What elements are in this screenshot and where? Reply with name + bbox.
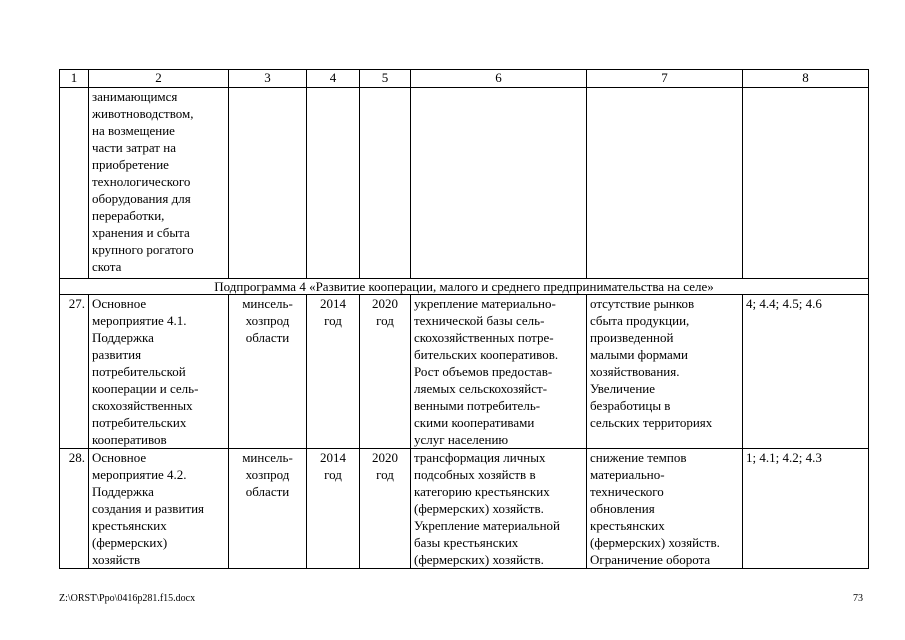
header-cell: 5	[360, 70, 411, 88]
result-cell: укрепление материально- технической базы сель- скохозяйственных потре- бительских кооперативов. Рост объемов предостав- ляемых сельскохозяйст- венными потребитель- скими кооперативами услуг населению	[411, 295, 587, 449]
table-cell	[411, 88, 587, 279]
subprogram-title: Подпрограмма 4 «Развитие кооперации, малого и среднего предпринимательства на селе»	[60, 279, 869, 295]
header-cell: 4	[307, 70, 360, 88]
header-cell: 3	[229, 70, 307, 88]
header-cell: 8	[743, 70, 869, 88]
indicators-cell: 4; 4.4; 4.5; 4.6	[743, 295, 869, 449]
row-number: 28.	[60, 449, 89, 569]
result-cell: трансформация личных подсобных хозяйств в категорию крестьянских (фермерских) хозяйств. Укрепление материальной базы крестьянских (фермерских) хозяйств.	[411, 449, 587, 569]
footer-file-path: Z:\ORST\Ppo\0416p281.f15.docx	[59, 593, 196, 604]
table-cell	[743, 88, 869, 279]
header-cell: 6	[411, 70, 587, 88]
table-cell	[360, 88, 411, 279]
executor-cell: минсель- хозпрод области	[229, 295, 307, 449]
table-cell	[587, 88, 743, 279]
table-row	[60, 449, 869, 569]
header-cell: 7	[587, 70, 743, 88]
consequences-cell: снижение темпов материально- технического обновления крестьянских (фермерских) хозяйств. Ограничение оборота	[587, 449, 743, 569]
start-year-cell: 2014 год	[307, 295, 360, 449]
header-cell: 1	[60, 70, 89, 88]
measure-cell: занимающимся животноводством, на возмещение части затрат на приобретение технологического оборудования для переработки, хранения и сбыта крупного рогатого скота	[89, 88, 229, 279]
table-cell	[60, 88, 89, 279]
table-header-row	[60, 70, 869, 88]
program-measures-table	[59, 69, 869, 569]
page-number: 73	[853, 593, 863, 604]
table-row	[60, 295, 869, 449]
end-year-cell: 2020 год	[360, 295, 411, 449]
end-year-cell: 2020 год	[360, 449, 411, 569]
start-year-cell: 2014 год	[307, 449, 360, 569]
table-cell	[307, 88, 360, 279]
indicators-cell: 1; 4.1; 4.2; 4.3	[743, 449, 869, 569]
subprogram-row	[60, 279, 869, 295]
measure-cell: Основное мероприятие 4.2. Поддержка создания и развития крестьянских (фермерских) хозяйств	[89, 449, 229, 569]
measure-cell: Основное мероприятие 4.1. Поддержка развития потребительской кооперации и сель- скохозяйственных потребительских кооперативов	[89, 295, 229, 449]
consequences-cell: отсутствие рынков сбыта продукции, произведенной малыми формами хозяйствования. Увеличение безработицы в сельских территориях	[587, 295, 743, 449]
table-row-continued	[60, 88, 869, 279]
header-cell: 2	[89, 70, 229, 88]
executor-cell: минсель- хозпрод области	[229, 449, 307, 569]
table-cell	[229, 88, 307, 279]
row-number: 27.	[60, 295, 89, 449]
